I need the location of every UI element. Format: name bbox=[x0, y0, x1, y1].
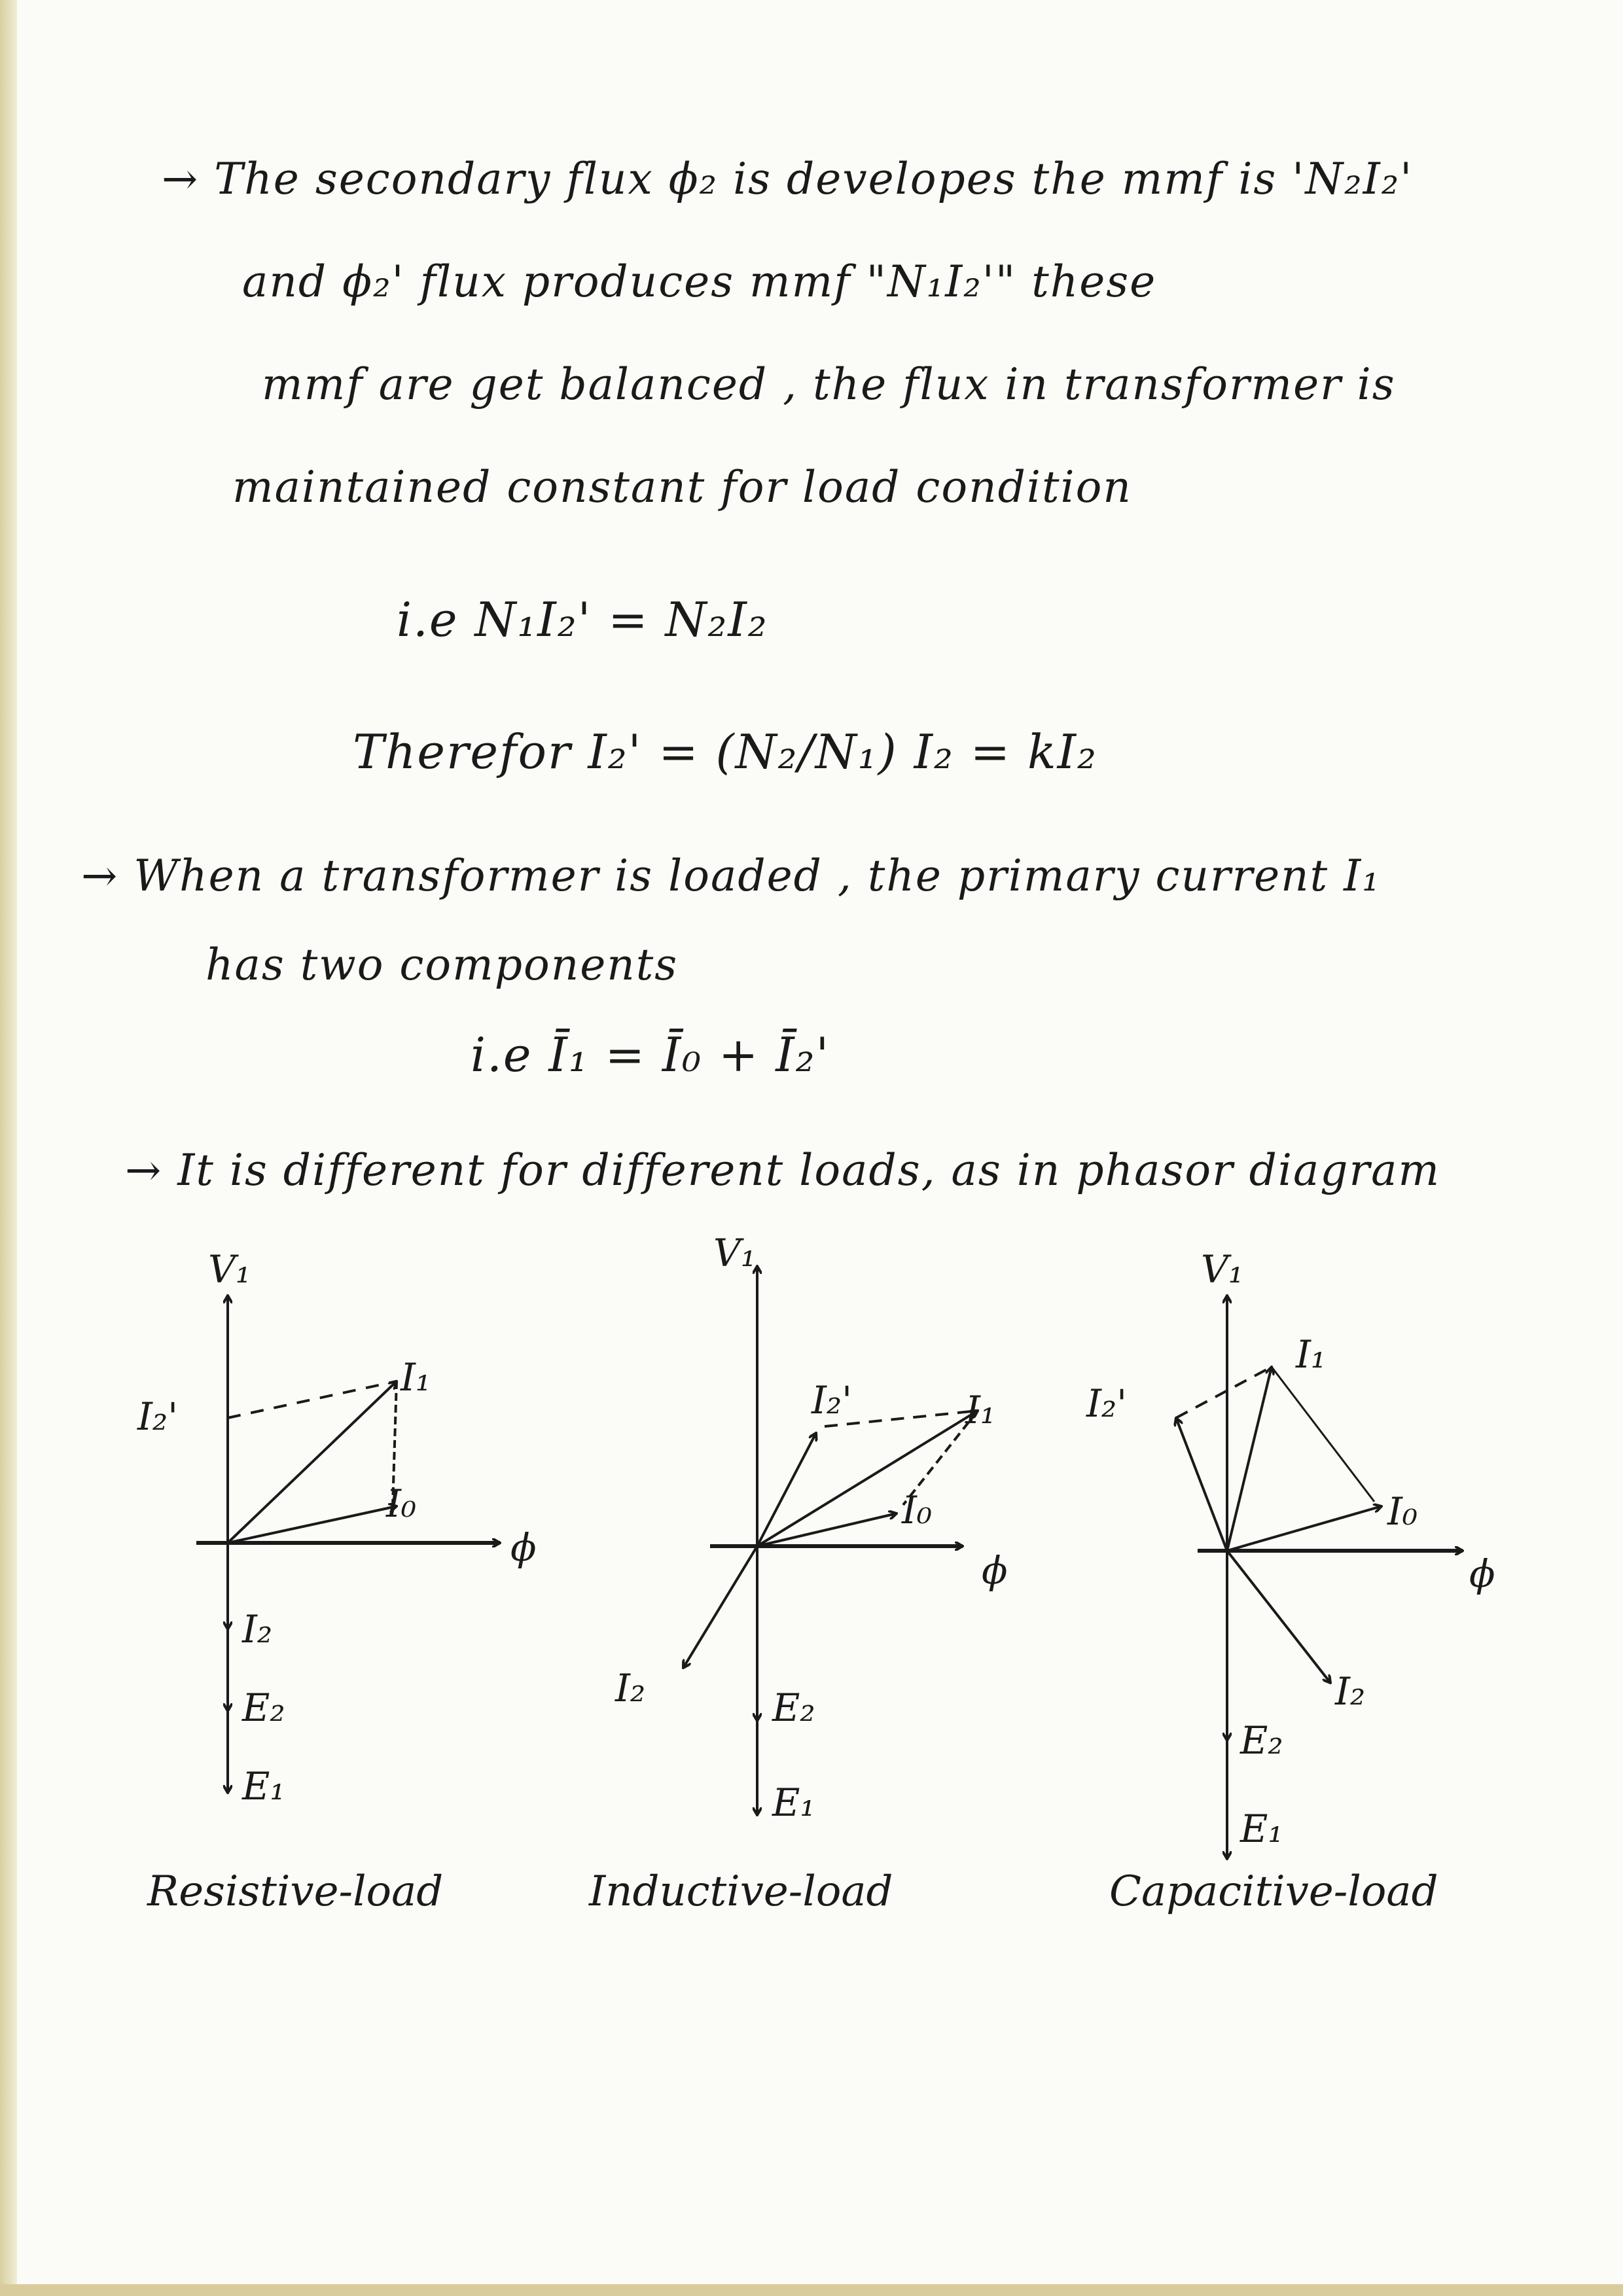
text-line: → When a transformer is loaded , the primary current I₁ bbox=[81, 851, 1381, 901]
label-i0: I₀ bbox=[902, 1488, 933, 1532]
label-i2: I₂ bbox=[615, 1666, 646, 1710]
text-line: and ϕ₂' flux produces mmf "N₁I₂'" these bbox=[242, 256, 1157, 307]
text-line: mmf are get balanced , the flux in transformer is bbox=[262, 359, 1396, 410]
label-e2: E₂ bbox=[1240, 1718, 1283, 1763]
label-e1: E₁ bbox=[1240, 1807, 1283, 1851]
text-line: → It is different for different loads, as in phasor diagram bbox=[125, 1145, 1441, 1195]
text-line: maintained constant for load condition bbox=[232, 462, 1132, 512]
label-i2: I₂ bbox=[242, 1607, 273, 1651]
label-phi: ϕ bbox=[1469, 1551, 1495, 1596]
label-i2-prime: I₂' bbox=[1086, 1381, 1128, 1426]
equation: i.e N₁I₂' = N₂I₂ bbox=[397, 592, 768, 647]
equation: Therefor I₂' = (N₂/N₁) I₂ = kI₂ bbox=[353, 724, 1097, 779]
label-v1: V₁ bbox=[208, 1247, 251, 1292]
label-v1: V₁ bbox=[713, 1231, 757, 1275]
label-phi: ϕ bbox=[982, 1548, 1008, 1593]
label-phi: ϕ bbox=[510, 1525, 537, 1570]
label-i2: I₂ bbox=[1335, 1669, 1366, 1714]
label-e2: E₂ bbox=[772, 1686, 815, 1730]
equation: i.e Ī₁ = Ī₀ + Ī₂' bbox=[471, 1027, 830, 1082]
label-i1: I₁ bbox=[965, 1388, 996, 1432]
caption-capacitive-load: Capacitive-load bbox=[1109, 1867, 1438, 1916]
label-e1: E₁ bbox=[242, 1764, 285, 1809]
label-e2: E₂ bbox=[242, 1686, 285, 1730]
caption-inductive-load: Inductive-load bbox=[589, 1867, 893, 1916]
inductive-phasor-lines bbox=[683, 1266, 978, 1815]
label-v1: V₁ bbox=[1201, 1247, 1244, 1292]
capacitive-phasor-lines bbox=[1176, 1296, 1463, 1859]
text-line: has two components bbox=[205, 940, 679, 990]
label-i1: I₁ bbox=[1296, 1332, 1327, 1377]
label-i2-prime: I₂' bbox=[137, 1394, 179, 1439]
caption-resistive-load: Resistive-load bbox=[147, 1867, 444, 1916]
text-line: → The secondary flux ϕ₂ is developes the mmf is 'N₂I₂' bbox=[162, 154, 1414, 204]
label-i0: I₀ bbox=[386, 1481, 417, 1526]
label-i1: I₁ bbox=[401, 1355, 431, 1400]
label-i2-prime: I₂' bbox=[812, 1378, 853, 1422]
label-e1: E₁ bbox=[772, 1780, 815, 1825]
label-i0: I₀ bbox=[1387, 1489, 1418, 1534]
